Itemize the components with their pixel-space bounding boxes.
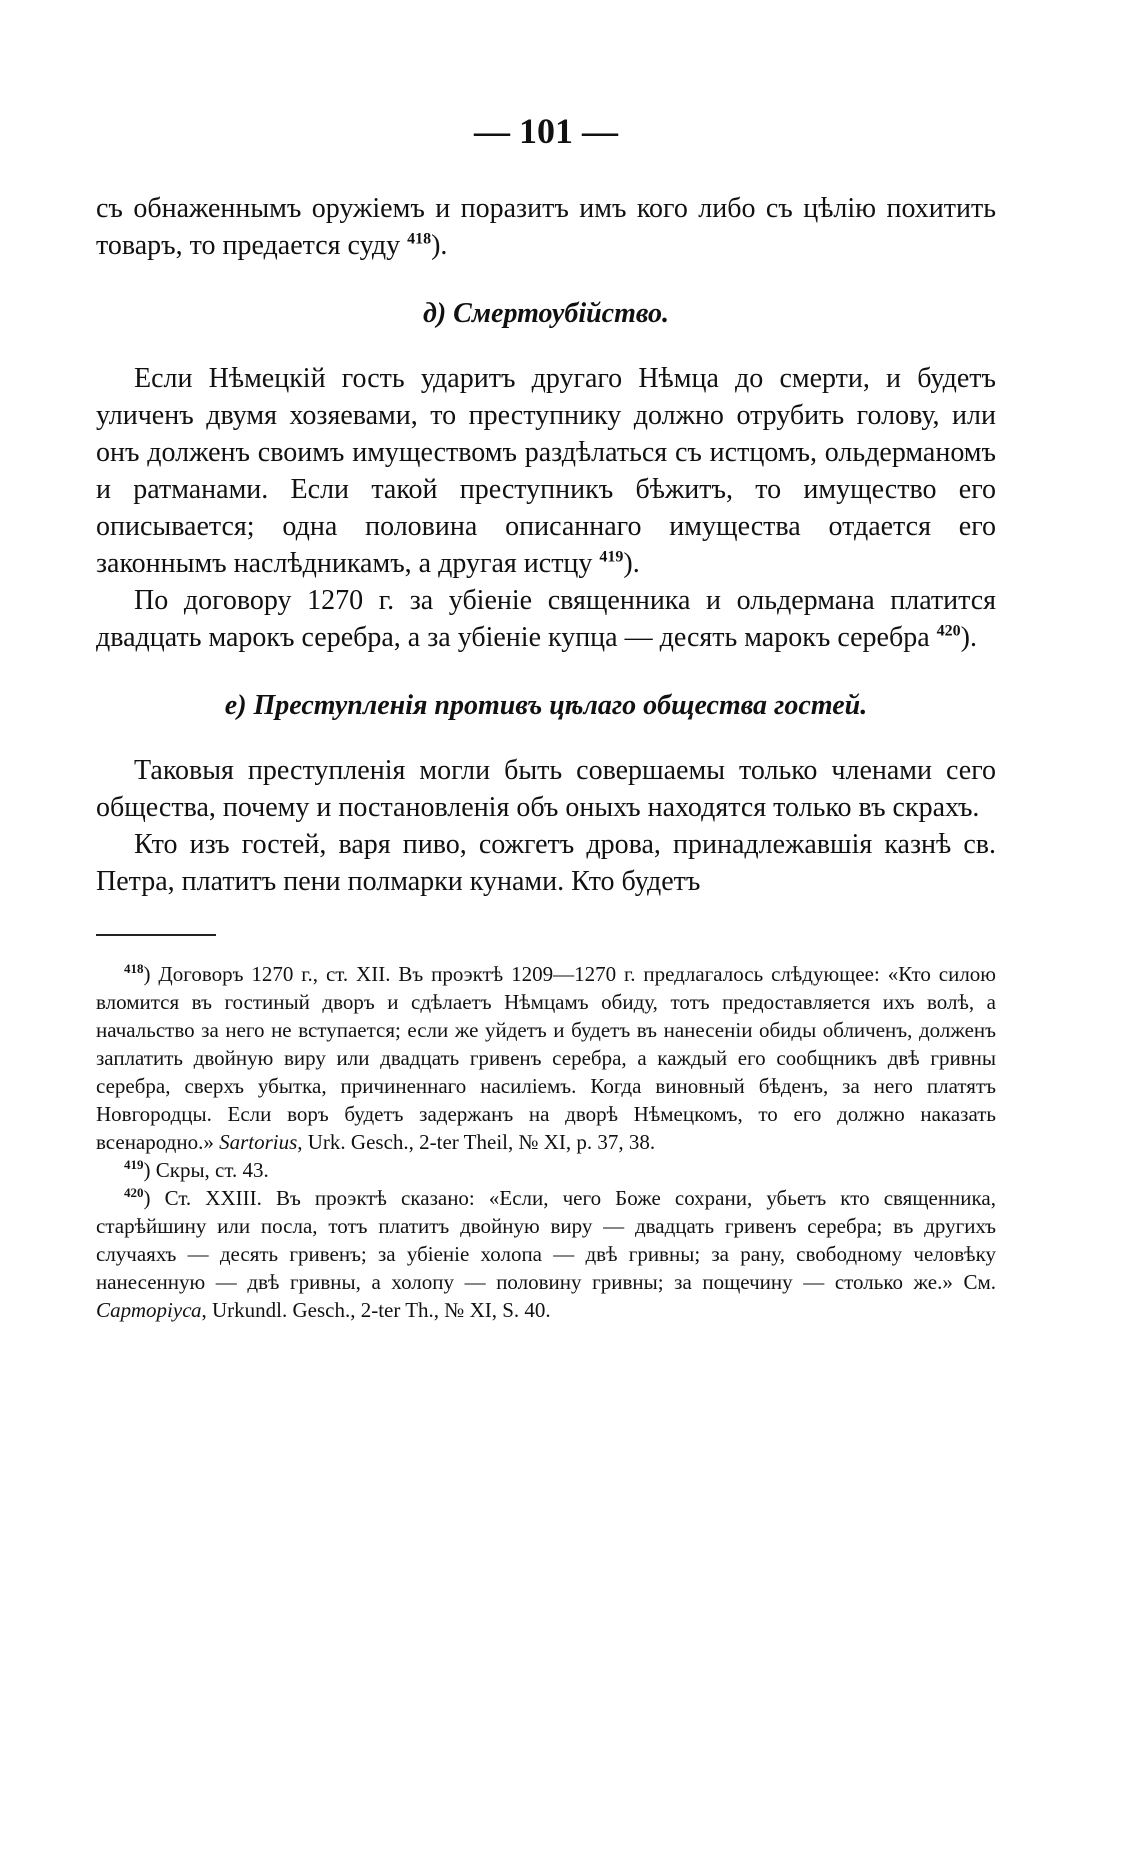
footnote-420: $^{420}$) Ст. XXIII. Въ проэктѣ сказано: «Если, чего Боже сохрани, убьетъ кто священника, старѣйшину или посла, тотъ платитъ двойную виру — двадцать гривенъ серебра; въ другихъ случаяхъ — десять гривенъ; за убіеніе холопа — двѣ гривны; за рану, свободному человѣку нанесенную — двѣ гривны, а холопу — половину гривны; за пощечину — столько же.» См. Сарторіуса, Urkundl. Gesch., 2-ter Th., № XI, S. 40. [96, 1185, 996, 1322]
paragraph-murder: Если Нѣмецкій гость ударитъ другаго Нѣмца до смерти, и будетъ уличенъ двумя хозяевами, то преступнику должно отрубить голову, или онъ долженъ своимъ имуществомъ раздѣлаться съ истцомъ, ольдерманомъ и ратманами. Если такой преступникъ бѣжитъ, то имущество его описывается; одна половина описаннаго имущества отдается его законнымъ наслѣдникамъ, а другая истцу $^{419}$). [96, 363, 996, 579]
opening-text: съ обнаженнымъ оружіемъ и поразитъ имъ кого либо съ цѣлію похитить товаръ, то предается суду [96, 193, 996, 261]
paragraph-brew: Кто изъ гостей, варя пиво, сожгетъ дрова, принадлежавшія казнѣ св. Петра, платитъ пени полмарки кунами. Кто будетъ [96, 829, 996, 897]
footnote-ref-419[interactable]: 419 [599, 548, 624, 566]
citation-author: Сарторіуса [96, 1298, 202, 1322]
footnote-ref-418[interactable]: 418 [407, 230, 432, 248]
opening-paragraph: съ обнаженнымъ оружіемъ и поразитъ имъ кого либо съ цѣлію похитить товаръ, то предается суду $^{418}$). [96, 193, 996, 261]
footnote-418: $^{418}$) Договоръ 1270 г., ст. XII. Въ проэктѣ 1209—1270 г. предлагалось слѣдующее: «Кто силою вломится въ гостиный дворъ и сдѣлаетъ Нѣмцамъ обиду, тотъ предоставляется ихъ волѣ, а начальство за него не вступается; если же уйдетъ и будетъ въ нанесеніи обиды обличенъ, долженъ заплатить двойную виру или двадцать гривенъ серебра, а каждый его сообщникъ двѣ гривны серебра, сверхъ убытка, причиненнаго насиліемъ. Когда виновный бѣденъ, за него платятъ Новгородцы. Если воръ будетъ задержанъ на дворѣ Нѣмецкомъ, то его должно наказать всенародно.» Sartorius, Urk. Gesch., 2-ter Theil, № XI, p. 37, 38. [96, 961, 996, 1154]
section-heading-murder: д) Смертоубійство. [422, 298, 670, 329]
page-number: — 101 — [474, 111, 618, 151]
section-heading-crimes: е) Преступленія противъ цѣлаго общества гостей. [224, 690, 868, 721]
footnote-divider [96, 934, 216, 936]
footnote-number: 419 [124, 1157, 144, 1172]
footnote-419: $^{419}$) Скры, ст. 43. [124, 1157, 269, 1182]
citation-author: Sartorius [219, 1130, 298, 1154]
footnote-number: 420 [124, 1185, 144, 1200]
footnote-number: 418 [124, 961, 144, 976]
book-page [96, 110, 996, 1324]
paragraph-crimes: Таковыя преступленія могли быть совершаемы только членами сего общества, почему и постановленія объ оныхъ находятся только въ скрахъ. [96, 755, 996, 823]
footnote-ref-420[interactable]: 420 [936, 622, 961, 640]
paragraph-treaty: По договору 1270 г. за убіеніе священника и ольдермана платится двадцать марокъ серебра, а за убіеніе купца — десять марокъ серебра $^{420}$). [96, 585, 996, 653]
